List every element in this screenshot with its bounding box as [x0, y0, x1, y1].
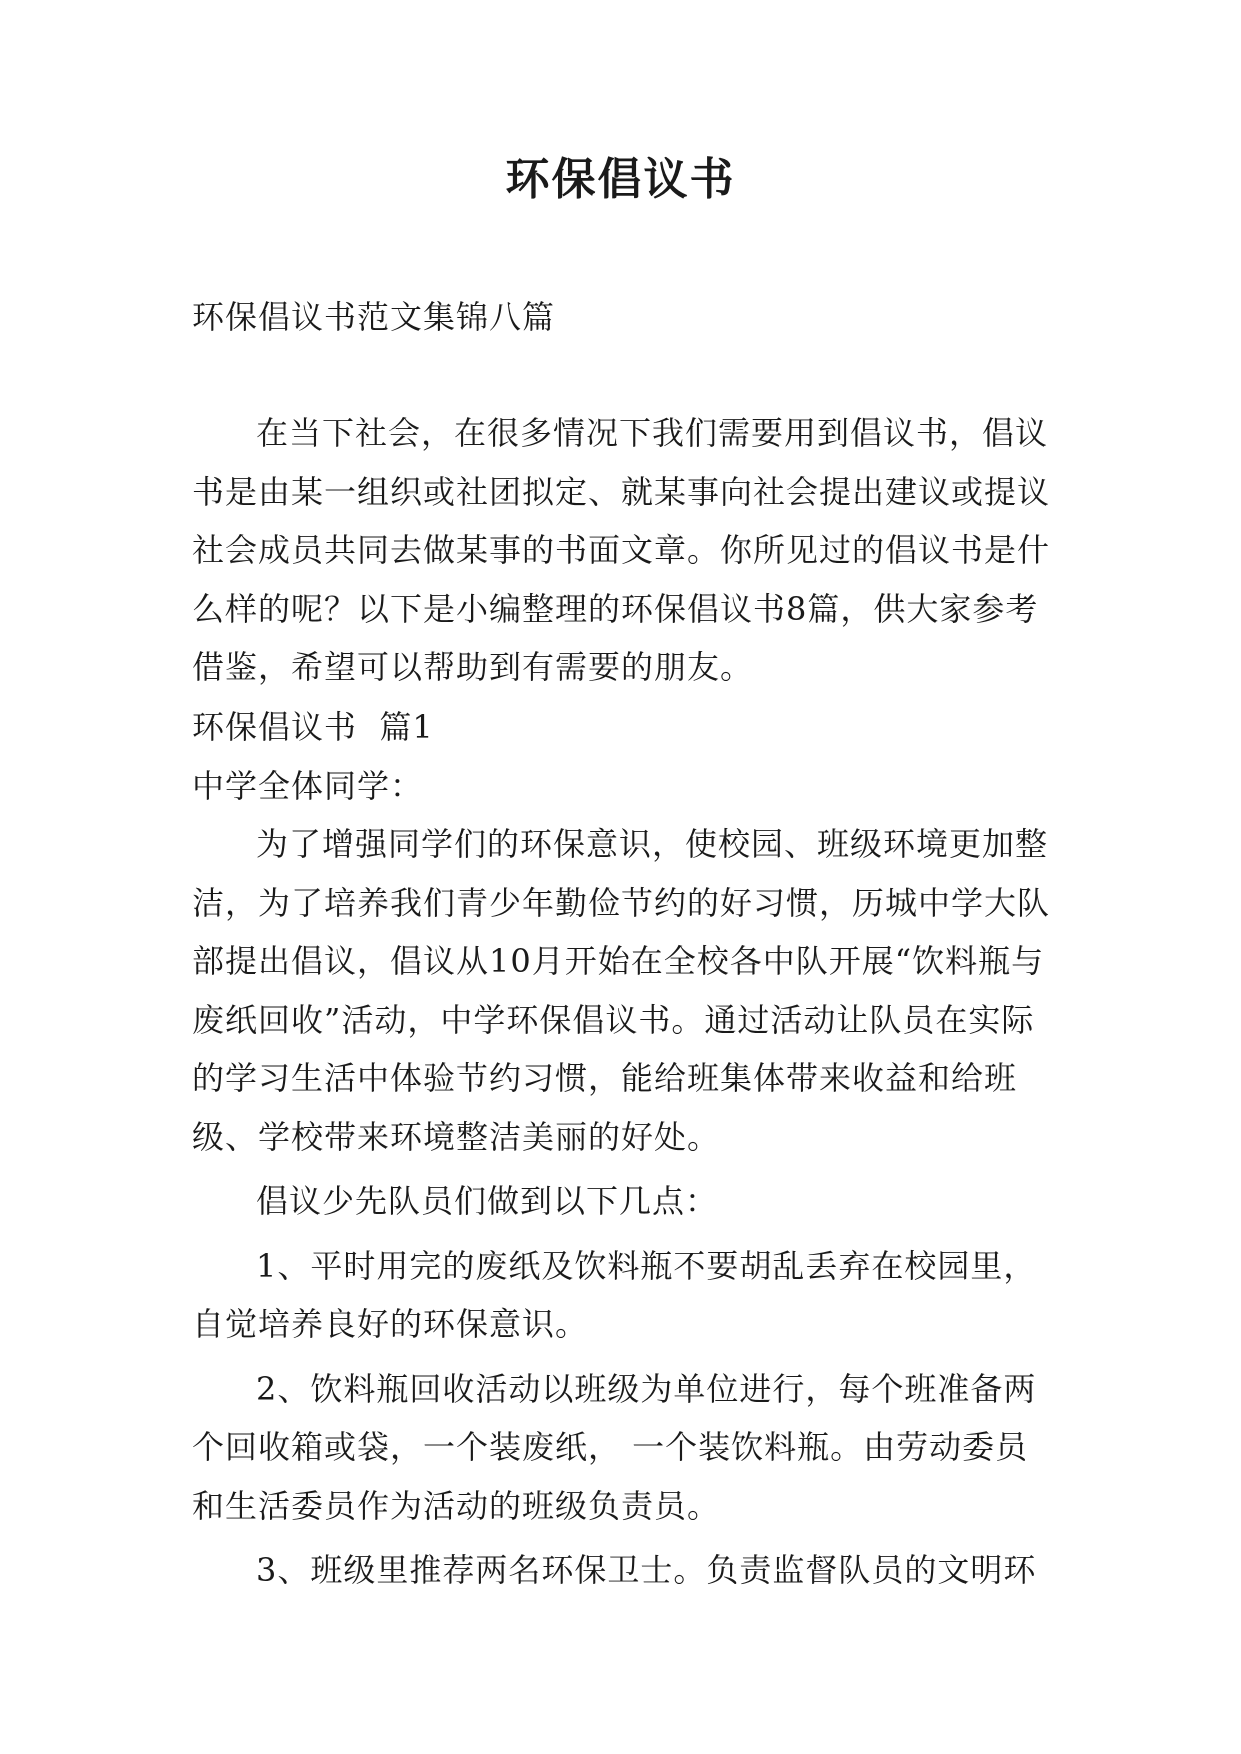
document-subtitle: 环保倡议书范文集锦八篇 — [192, 298, 556, 336]
salutation: 中学全体同学： — [192, 766, 424, 805]
content-block — [192, 698, 1052, 1600]
section-heading: 环保倡议书 篇1 — [192, 708, 434, 746]
document-title: 环保倡议书 — [505, 154, 736, 205]
paragraph-4: 2、饮料瓶回收活动以班级为单位进行，每个班准备两个回收箱或袋，一个装废纸， 一个装饮料瓶。由劳动委员和生活委员作为活动的班级负责员。 — [192, 1369, 1037, 1525]
paragraph-1: 为了增强同学们的环保意识，使校园、班级环境更加整洁，为了培养我们青少年勤俭节约的好习惯，历城中学大队部提出倡议，倡议从10月开始在全校各中队开展“饮料瓶与废纸回收”活动，中学环保倡议书。通过活动让队员在实际的学习生活中体验节约习惯，能给班集体带来收益和给班级、学校带来环境整洁美丽的好处。 — [192, 825, 1051, 1156]
intro-paragraph: 在当下社会，在很多情况下我们需要用到倡议书，倡议书是由某一组织或社团拟定、就某事向社会提出建议或提议社会成员共同去做某事的书面文章。你所见过的倡议书是什么样的呢？以下是小编整理的环保倡议书8篇，供大家参考借鉴，希望可以帮助到有需要的朋友。 — [192, 414, 1051, 686]
paragraph-5: 3、班级里推荐两名环保卫士。负责监督队员的文明环 — [256, 1551, 1037, 1589]
paragraph-2: 倡议少先队员们做到以下几点： — [256, 1182, 719, 1220]
paragraph-3: 1、平时用完的废纸及饮料瓶不要胡乱丢弃在校园里，自觉培养良好的环保意识。 — [192, 1246, 1037, 1343]
intro-block — [192, 404, 1052, 697]
